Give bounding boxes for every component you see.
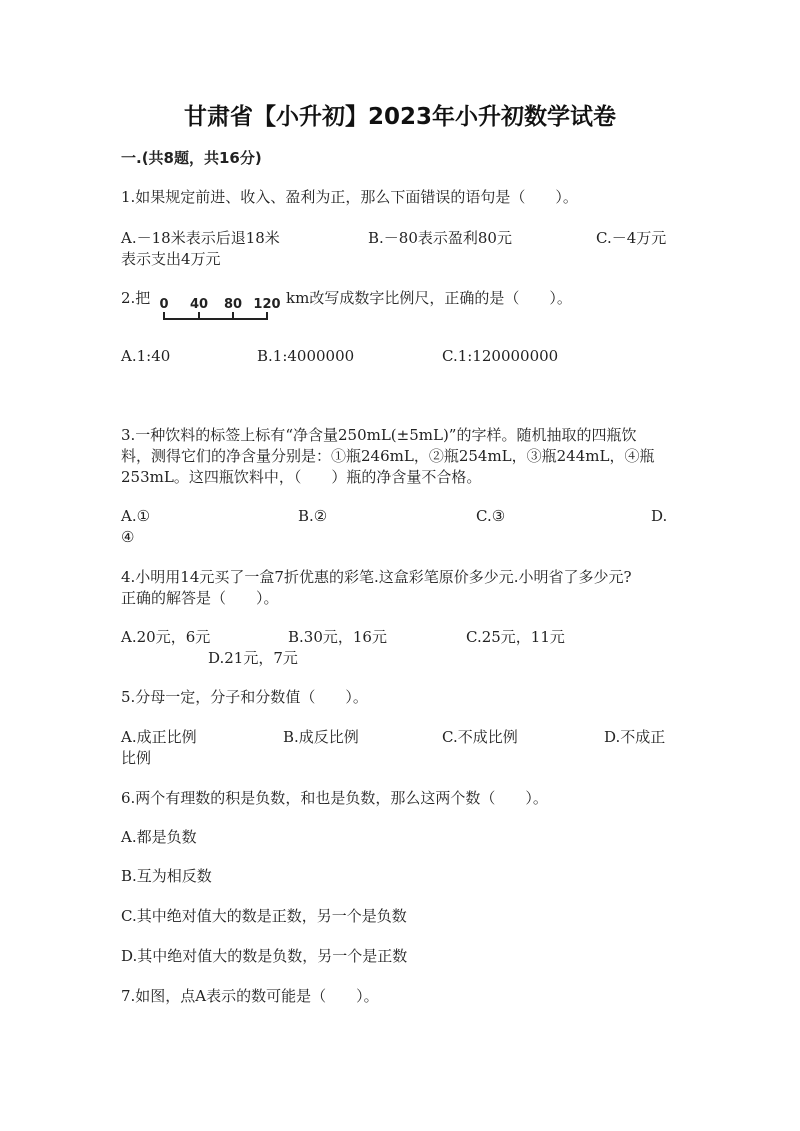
question-4-line-2: 正确的解答是（ ）。 bbox=[121, 589, 279, 607]
question-4-option-b: B.30元，16元 bbox=[288, 628, 387, 646]
question-4-option-a: A.20元，6元 bbox=[121, 628, 211, 646]
question-2-prefix: 2.把 bbox=[121, 289, 151, 307]
question-3-option-d-continued: ④ bbox=[121, 528, 135, 546]
question-4-line-1: 4.小明用14元买了一盒7折优惠的彩笔.这盒彩笔原价多少元.小明省了多少元? bbox=[121, 568, 632, 586]
question-5-option-d-continued: 比例 bbox=[121, 749, 152, 767]
question-2-option-b: B.1:4000000 bbox=[257, 347, 355, 365]
question-5-stem: 5.分母一定，分子和分数值（ ）。 bbox=[121, 688, 368, 706]
question-6-option-b: B.互为相反数 bbox=[121, 867, 212, 885]
question-1-stem: 1.如果规定前进、收入、盈利为正，那么下面错误的语句是（ ）。 bbox=[121, 188, 578, 206]
question-4-option-d: D.21元，7元 bbox=[208, 649, 298, 667]
scale-label-120: 120 bbox=[253, 297, 281, 312]
question-5-option-a: A.成正比例 bbox=[121, 728, 197, 746]
question-5-option-b: B.成反比例 bbox=[283, 728, 359, 746]
question-3-option-c: C.③ bbox=[476, 507, 506, 525]
question-7-stem: 7.如图，点A表示的数可能是（ ）。 bbox=[121, 987, 379, 1005]
scale-label-40: 40 bbox=[189, 297, 209, 312]
question-5-option-d: D.不成正 bbox=[604, 728, 666, 746]
scale-label-0: 0 bbox=[159, 297, 169, 312]
question-2-option-a: A.1:40 bbox=[121, 347, 171, 365]
section-heading: 一.(共8题，共16分) bbox=[121, 149, 262, 167]
question-4-option-c: C.25元，11元 bbox=[466, 628, 565, 646]
question-6-option-d: D.其中绝对值大的数是负数，另一个是正数 bbox=[121, 947, 408, 965]
question-6-option-a: A.都是负数 bbox=[121, 828, 197, 846]
question-3-line-3: 253mL。这四瓶饮料中，（ ）瓶的净含量不合格。 bbox=[121, 468, 482, 486]
question-3-line-2: 料，测得它们的净含量分别是：①瓶246mL，②瓶254mL，③瓶244mL，④瓶 bbox=[121, 447, 655, 465]
question-5-option-c: C.不成比例 bbox=[442, 728, 518, 746]
scale-label-80: 80 bbox=[223, 297, 243, 312]
question-2-option-c: C.1:120000000 bbox=[442, 347, 559, 365]
question-3-option-b: B.② bbox=[298, 507, 328, 525]
question-6-stem: 6.两个有理数的积是负数，和也是负数，那么这两个数（ ）。 bbox=[121, 789, 548, 807]
question-3-option-a: A.① bbox=[121, 507, 151, 525]
question-1-option-a: A.－18米表示后退18米 bbox=[121, 229, 280, 247]
question-3-option-d: D. bbox=[651, 507, 668, 525]
exam-title: 甘肃省【小升初】2023年小升初数学试卷 bbox=[183, 104, 616, 130]
question-1-option-c: C.－4万元 bbox=[596, 229, 667, 247]
question-1-option-c-continued: 表示支出4万元 bbox=[121, 250, 221, 268]
question-6-option-c: C.其中绝对值大的数是正数，另一个是负数 bbox=[121, 907, 407, 925]
question-2-suffix: km改写成数字比例尺，正确的是（ ）。 bbox=[286, 289, 572, 307]
question-3-line-1: 3.一种饮料的标签上标有“净含量250mL(±5mL)”的字样。随机抽取的四瓶饮 bbox=[121, 426, 637, 444]
question-1-option-b: B.－80表示盈利80元 bbox=[368, 229, 512, 247]
scale-bar-diagram bbox=[158, 293, 282, 325]
